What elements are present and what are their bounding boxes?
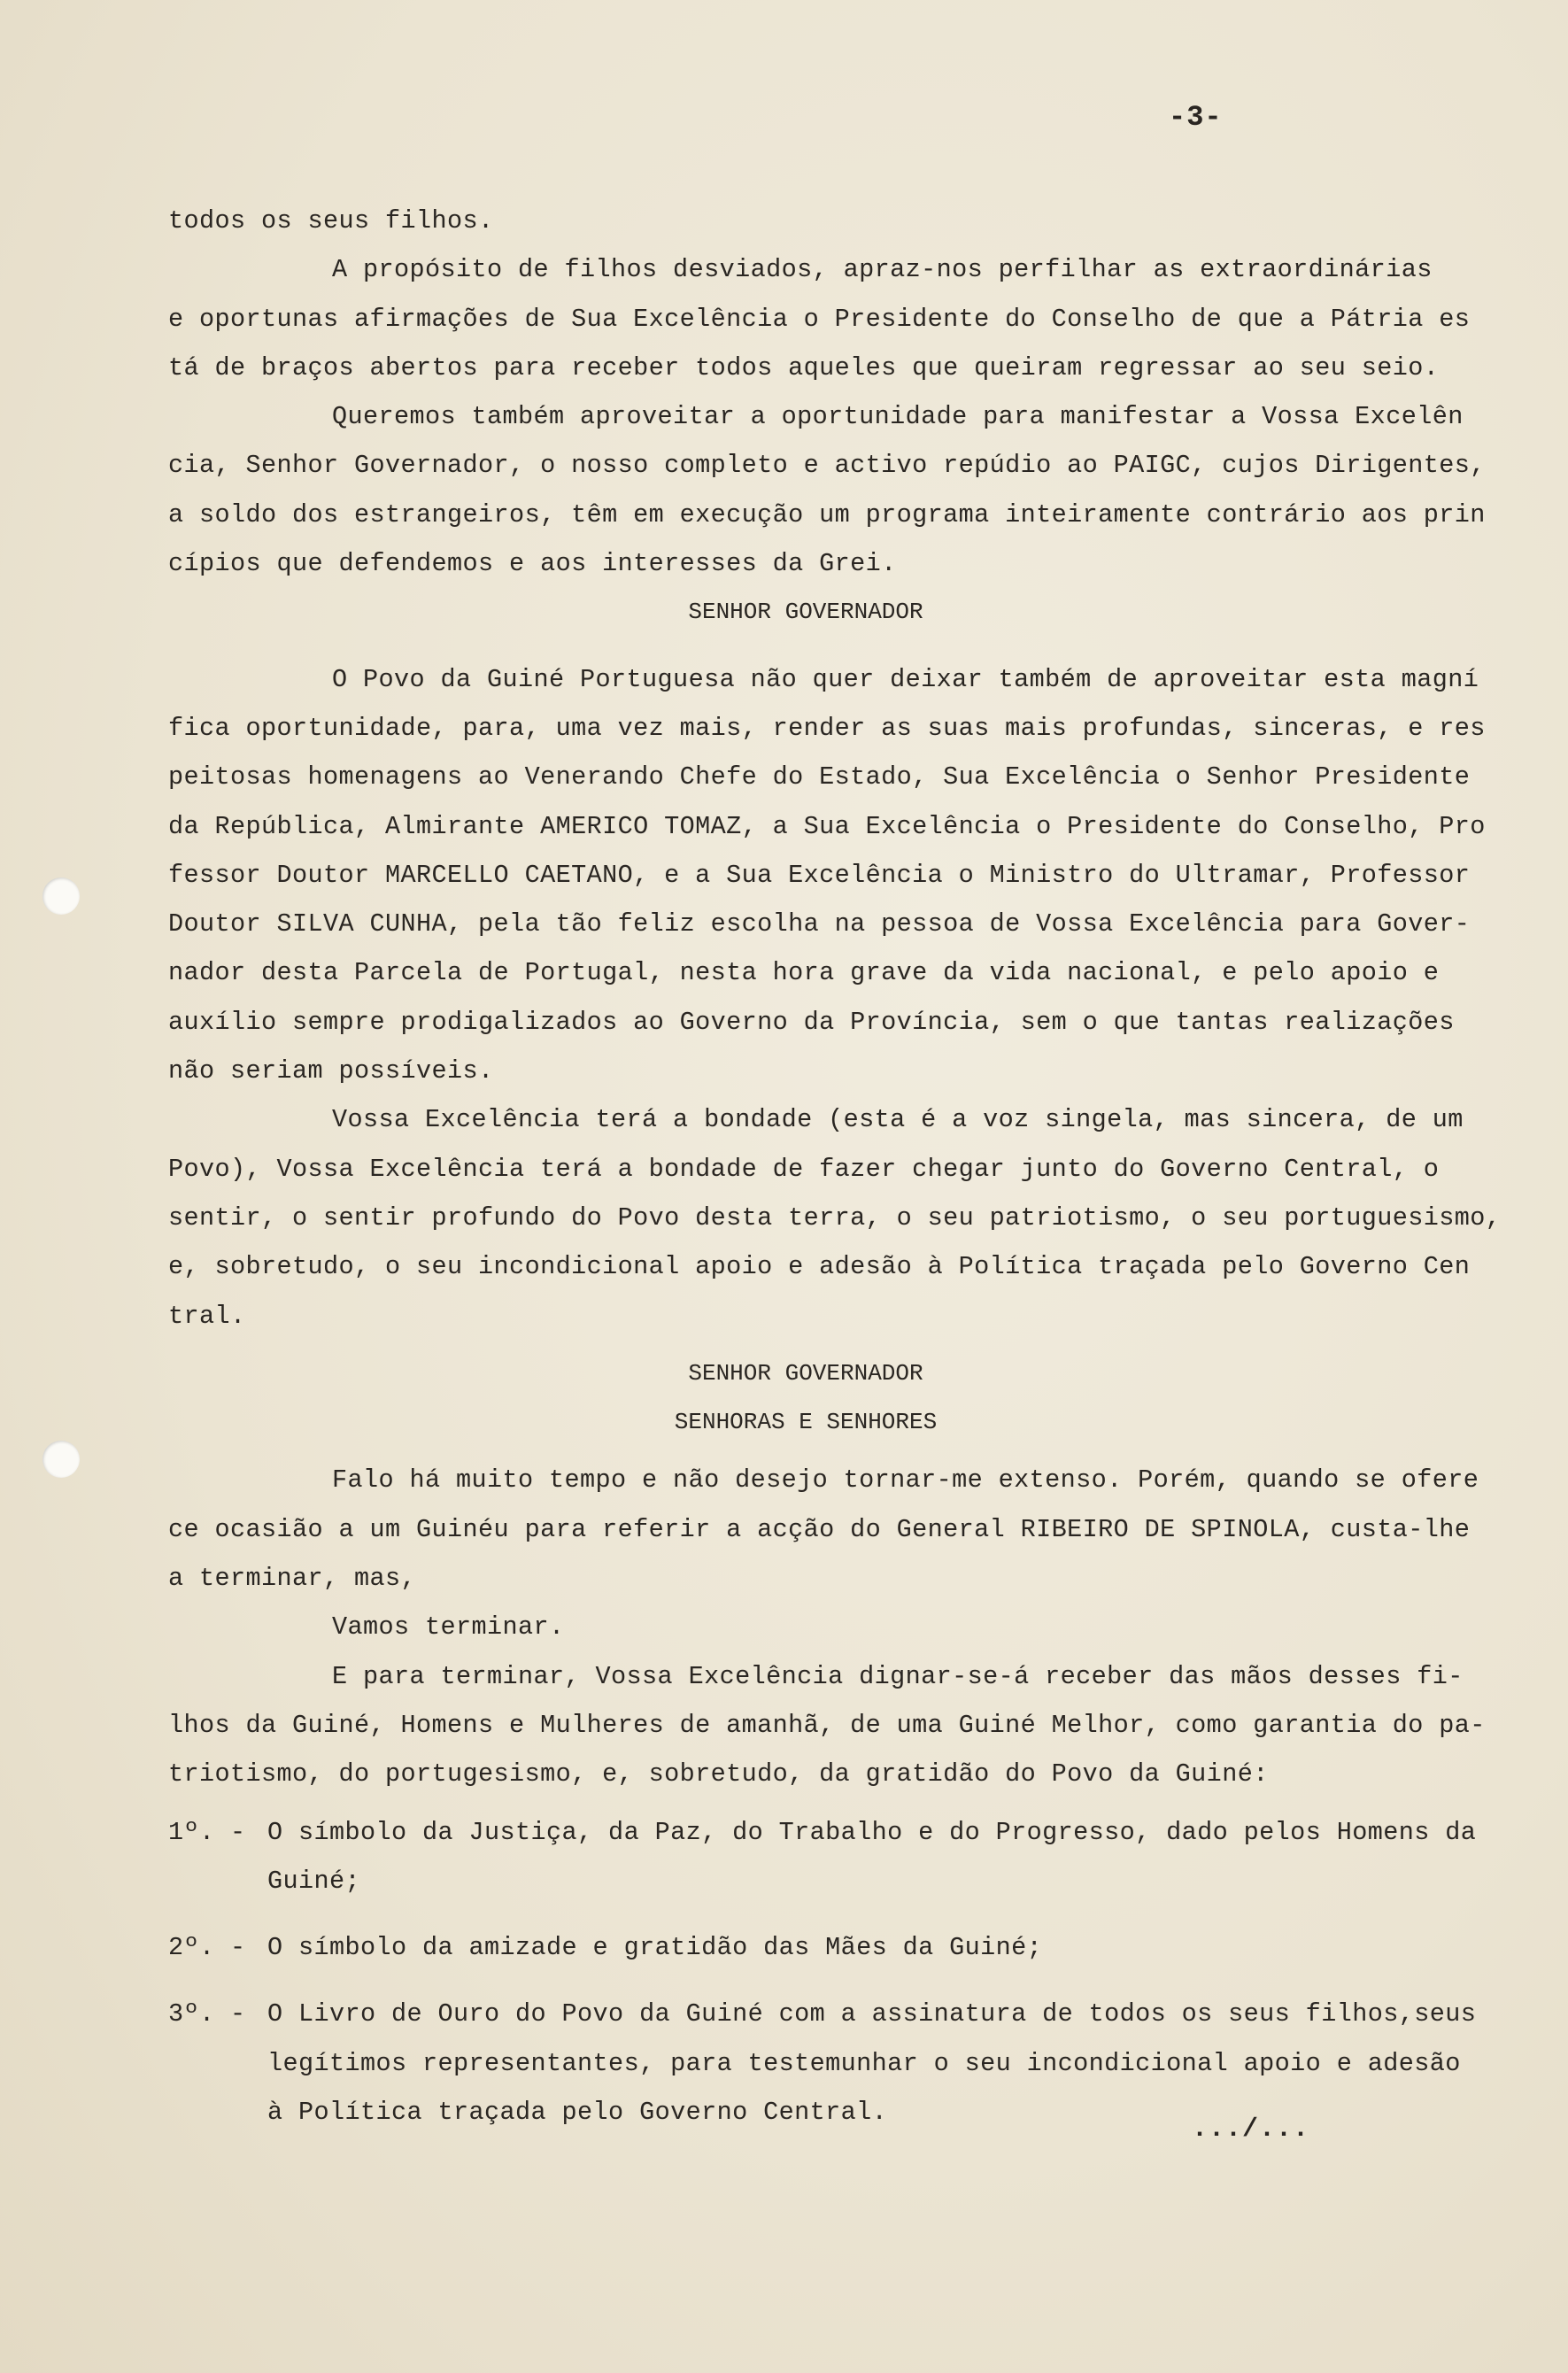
text-line: O símbolo da Justiça, da Paz, do Trabalho e do Progresso, dado pelos Homens da: [267, 1817, 1477, 1847]
text-line: Guiné;: [267, 1866, 361, 1896]
list-number: 1º. -: [168, 1817, 246, 1847]
text-line: fica oportunidade, para, uma vez mais, render as suas mais profundas, sinceras, e res: [168, 713, 1486, 743]
text-line: Falo há muito tempo e não desejo tornar-me extenso. Porém, quando se ofere: [332, 1465, 1479, 1496]
text-line: ce ocasião a um Guinéu para referir a acção do General RIBEIRO DE SPINOLA, custa-lhe: [168, 1514, 1471, 1544]
text-line: auxílio sempre prodigalizados ao Governo da Província, sem o que tantas realizações: [168, 1007, 1455, 1037]
text-line: e oportunas afirmações de Sua Excelência o Presidente do Conselho de que a Pátria es: [168, 304, 1471, 334]
text-line: O Povo da Guiné Portuguesa não quer deixar também de aproveitar esta magní: [332, 664, 1479, 694]
text-line: tá de braços abertos para receber todos aqueles que queiram regressar ao seu seio.: [168, 352, 1440, 383]
text-line: A propósito de filhos desviados, apraz-nos perfilhar as extraordinárias: [332, 255, 1433, 285]
punch-hole: [42, 1441, 80, 1478]
text-line: Povo), Vossa Excelência terá a bondade de fazer chegar junto do Governo Central, o: [168, 1154, 1440, 1184]
list-number: 3º. -: [168, 1999, 246, 2029]
text-line: legítimos representantes, para testemunhar o seu incondicional apoio e adesão: [267, 2048, 1461, 2078]
section-heading: SENHOR GOVERNADOR: [688, 1359, 923, 1387]
text-line: Vamos terminar.: [332, 1612, 565, 1643]
continuation-mark: .../...: [1192, 2114, 1310, 2145]
text-line: peitosas homenagens ao Venerando Chefe do Estado, Sua Excelência o Senhor Presidente: [168, 762, 1471, 792]
section-heading: SENHOR GOVERNADOR: [688, 599, 923, 626]
list-number: 2º. -: [168, 1933, 246, 1963]
text-line: cia, Senhor Governador, o nosso completo e activo repúdio ao PAIGC, cujos Dirigentes,: [168, 451, 1486, 481]
text-line: O Livro de Ouro do Povo da Guiné com a assinatura de todos os seus filhos,seus: [267, 1999, 1477, 2029]
text-line: Vossa Excelência terá a bondade (esta é a voz singela, mas sincera, de um: [332, 1105, 1464, 1135]
text-line: da República, Almirante AMERICO TOMAZ, a Sua Excelência o Presidente do Conselho, Pro: [168, 811, 1486, 841]
text-line: nador desta Parcela de Portugal, nesta hora grave da vida nacional, e pelo apoio e: [168, 958, 1440, 988]
text-line: Queremos também aproveitar a oportunidade para manifestar a Vossa Excelên: [332, 402, 1464, 432]
text-line: a terminar, mas,: [168, 1564, 417, 1594]
text-line: todos os seus filhos.: [168, 206, 494, 236]
text-line: fessor Doutor MARCELLO CAETANO, e a Sua Excelência o Ministro do Ultramar, Professor: [168, 860, 1471, 890]
text-line: lhos da Guiné, Homens e Mulheres de amanhã, de uma Guiné Melhor, como garantia do pa-: [168, 1710, 1486, 1740]
list-item: [168, 1923, 1443, 1972]
text-line: à Política traçada pelo Governo Central.: [267, 2097, 888, 2127]
page-number: -3-: [1169, 101, 1223, 134]
text-line: cípios que defendemos e aos interesses da Grei.: [168, 549, 897, 579]
text-line: E para terminar, Vossa Excelência dignar-se-á receber das mãos desses fi-: [332, 1661, 1464, 1691]
section-heading: SENHORAS E SENHORES: [674, 1409, 938, 1436]
text-line: sentir, o sentir profundo do Povo desta terra, o seu patriotismo, o seu portuguesismo,: [168, 1202, 1502, 1233]
list-item: [168, 1808, 1477, 1906]
text-line: tral.: [168, 1301, 246, 1331]
text-line: a soldo dos estrangeiros, têm em execução um programa inteiramente contrário aos prin: [168, 499, 1486, 529]
letter-body: [168, 197, 1502, 2137]
text-line: triotismo, do portugesismo, e, sobretudo, da gratidão do Povo da Guiné:: [168, 1759, 1269, 1789]
text-line: não seriam possíveis.: [168, 1056, 494, 1086]
text-line: O símbolo da amizade e gratidão das Mães da Guiné;: [267, 1933, 1043, 1963]
punch-hole: [42, 877, 80, 915]
text-line: Doutor SILVA CUNHA, pela tão feliz escolha na pessoa de Vossa Excelência para Gover-: [168, 909, 1471, 939]
text-line: e, sobretudo, o seu incondicional apoio e adesão à Política traçada pelo Governo Cen: [168, 1252, 1471, 1282]
